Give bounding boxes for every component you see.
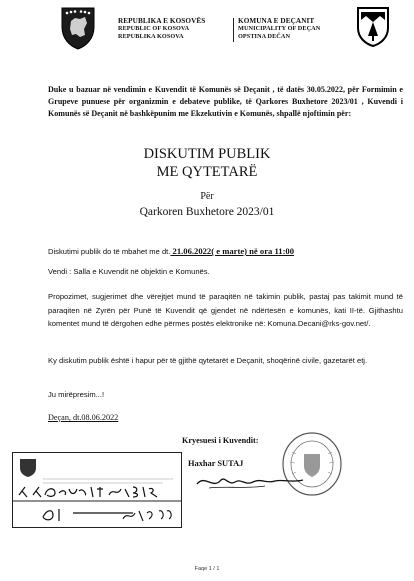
announcement-title-line1: DISKUTIM PUBLIK [143, 146, 271, 162]
intro-paragraph: Duke u bazuar në vendimin e Kuvendit të Komunës së Deçanit , të datës 30.05.2022, për Formimin e Grupeve punuese për organizmin e debateve publike, të Qarkores Buxhetore 2023/01 , Kuvendi i Komunës së Deçanit në bashkëpunim me Ekzekutivin e Komunës, shpallë njoftimin për: [48, 85, 403, 119]
header-municipality-names [238, 18, 320, 40]
announcement-title-line3: Për [200, 191, 214, 202]
announcement-title-line2: ME QYTETARË [156, 164, 258, 180]
document-date: Deçan, dt.08.06.2022 [48, 413, 119, 422]
header-republic-en: REPUBLIC OF KOSOVA [118, 25, 190, 33]
welcome-paragraph: Ju mirëpresim...! [48, 390, 105, 399]
stamp-handwriting [13, 473, 181, 527]
decan-emblem-icon [356, 6, 390, 48]
kosovo-emblem-icon [58, 5, 98, 51]
signatory-name: Haxhar SUTAJ [188, 459, 244, 468]
proposals-paragraph: Propozimet, sugjerimet dhe vërejtjet mund të paraqitën në takimin publik, pastaj pas takimit mund të paraqiten në Zyrën për Punë të Kuvendit që gjendet në ndërtesën e komunës, kati II-të. Gjithashtu komentet mund të dërgohen edhe përmes postës elektronike në: Komuna.Decani@rks-gov.net/. [48, 292, 403, 329]
header-municipality-en: MUNICIPALITY OF DEÇAN [238, 25, 321, 33]
meeting-venue-paragraph: Vendi : Salla e Kuvendit në objektin e Komunës. [48, 267, 210, 276]
handwritten-signature [195, 470, 305, 492]
meeting-date-value: 21.06.2022( e marte) në ora 11:00 [170, 246, 295, 256]
header-republic-names [118, 18, 205, 40]
open-to-public-paragraph: Ky diskutim publik është i hapur për të gjithë qytetarët e Deçanit, shoqërinë civile, gazetarët etj. [48, 356, 368, 365]
header-municipality-sq: KOMUNA E DEÇANIT [238, 17, 315, 25]
header-republic-sq: REPUBLIKA E KOSOVËS [118, 17, 206, 25]
meeting-date-prefix: Diskutimi publik do të mbahet me dt. [48, 247, 171, 256]
signatory-title: Kryesuesi i Kuvendit: [182, 436, 259, 445]
header-republic-sr: REPUBLIKA KOSOVA [118, 32, 184, 40]
header-divider [233, 18, 234, 42]
page-footer: Faqe 1 / 1 [194, 566, 220, 572]
registry-stamp [12, 452, 182, 528]
announcement-title-line4: Qarkoren Buxhetore 2023/01 [139, 206, 275, 218]
header-municipality-sr: OPSTINA DEČAN [238, 32, 291, 40]
meeting-date-paragraph [48, 245, 403, 259]
